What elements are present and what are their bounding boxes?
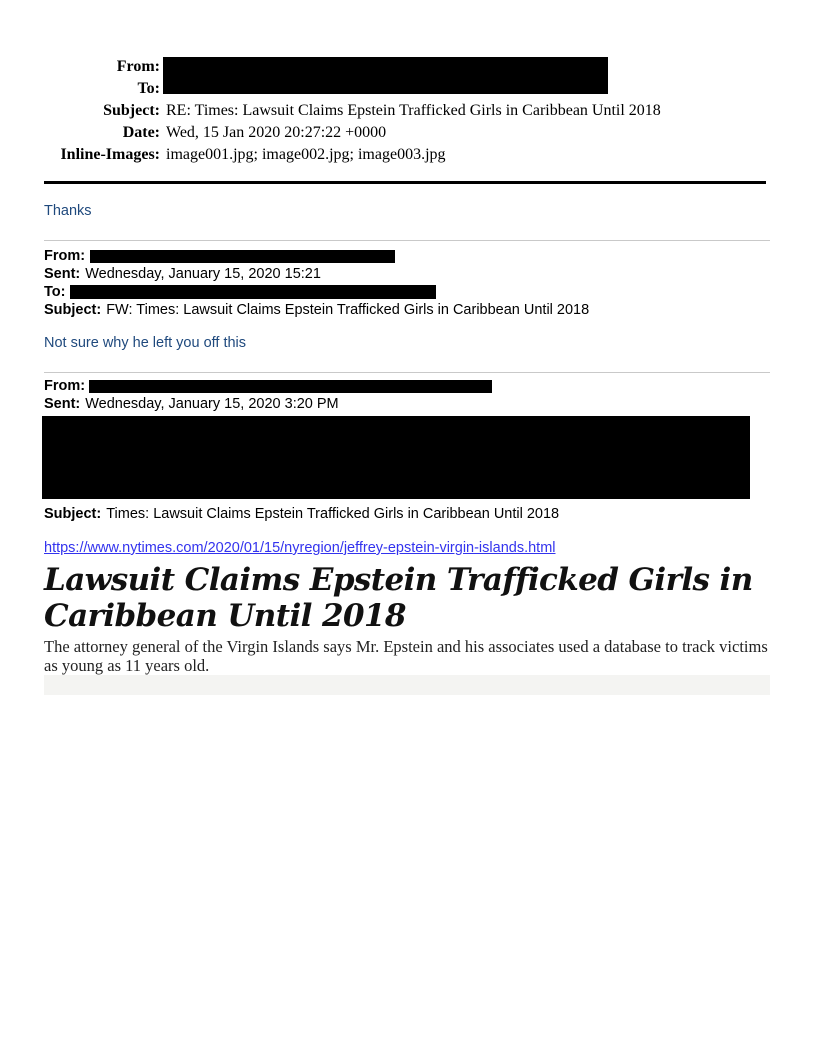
to-label: To: [44,284,66,300]
quoted1-sent-row [44,265,772,283]
quoted2-subject-row [44,505,772,523]
subject-label: Subject: [103,102,160,119]
from-label: From: [44,248,86,264]
body-redaction-block [42,416,750,499]
subject-label: Subject: [44,506,102,522]
sent-value: Wednesday, January 15, 2020 3:20 PM [85,396,339,412]
headline-line-1: Lawsuit Claims Epstein Trafficked Girls in [44,562,753,598]
nytimes-article-link[interactable]: https://www.nytimes.com/2020/01/15/nyregion/jeffrey-epstein-virgin-islands.html [44,540,556,556]
header-row-subject [44,100,772,122]
article-subhead: The attorney general of the Virgin Islands says Mr. Epstein and his associates used a database to track victims as young as 11 years old. [44,637,768,675]
from-redaction-bar [90,250,395,263]
quoted-divider-1 [44,240,770,241]
reply-text: Thanks [44,203,92,219]
to-label: To: [137,80,160,97]
header-row-inline-images [44,144,772,166]
from-to-redaction-bar [163,57,608,94]
subject-value: Times: Lawsuit Claims Epstein Trafficked Girls in Caribbean Until 2018 [106,506,560,522]
headline-line-2: Caribbean Until 2018 [44,598,406,634]
from-label: From: [116,58,160,75]
quoted2-sent-row [44,395,772,413]
inline-images-label: Inline-Images: [60,146,160,163]
quoted2-from-row [44,377,772,395]
article-headline [44,562,772,634]
subject-label: Subject: [44,302,102,318]
subject-value: FW: Times: Lawsuit Claims Epstein Trafficked Girls in Caribbean Until 2018 [106,302,590,318]
from-label: From: [44,378,86,394]
article-image-strip [44,675,770,695]
inline-images-value: image001.jpg; image002.jpg; image003.jpg [166,146,446,163]
date-label: Date: [122,124,160,141]
quoted1-to-row [44,283,772,301]
to-redaction-bar [70,285,436,299]
quoted1-comment-text: Not sure why he left you off this [44,335,247,351]
quoted1-subject-row [44,301,772,319]
quoted-divider-2 [44,372,770,373]
sent-label: Sent: [44,266,81,282]
quoted-email-2-header [44,377,772,413]
sent-label: Sent: [44,396,81,412]
subject-value: RE: Times: Lawsuit Claims Epstein Trafficked Girls in Caribbean Until 2018 [166,102,661,119]
from-redaction-bar [89,380,492,393]
sent-value: Wednesday, January 15, 2020 15:21 [85,266,321,282]
header-row-date [44,122,772,144]
quoted-email-1-header [44,247,772,319]
email-header [44,56,772,166]
date-value: Wed, 15 Jan 2020 20:27:22 +0000 [166,124,387,141]
quoted1-from-row [44,247,772,265]
header-divider-thick [44,181,766,184]
